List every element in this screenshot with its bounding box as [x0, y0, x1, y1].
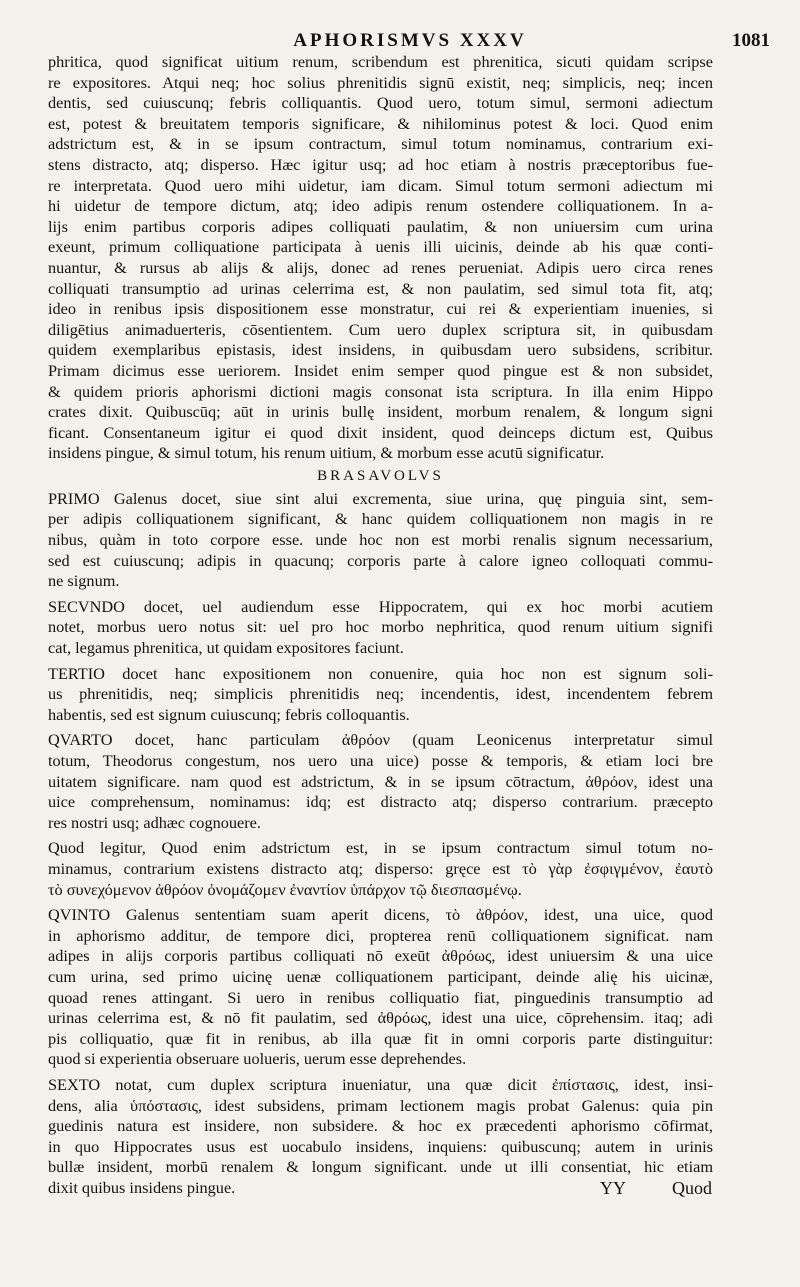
galen-commentary	[48, 52, 713, 464]
annotation-paragraph	[48, 838, 713, 900]
text-line: adstrictum est, & in se ipsum contractum, simul totum nominamus, contrarium exi-	[48, 134, 713, 154]
annotation-paragraph	[48, 489, 713, 592]
text-line: PRIMO Galenus docet, siue sint alui excrementa, siue urina, quę pinguia sint, sem-	[48, 488, 713, 508]
text-line: insidens pingue, & simul totum, his renum uitium, & morbum esse acutū significatur.	[48, 443, 605, 463]
text-line: cat, legamus phrenitica, ut quidam expositores faciunt.	[48, 638, 404, 658]
text-line: adipes in alijs corporis partibus colliquati nō exeūt ἀθρόως, idest uniuersim & una uice	[48, 946, 713, 966]
text-line: totum, Theodorus congestum, nos uero una uice) posse & temporis, & etiam loci bre	[48, 751, 713, 770]
text-line: ficant. Consentaneum igitur ei quod dixit insident, quod deinceps dictum est, Quibus	[48, 422, 713, 442]
text-line: hi uidetur de tempore dictum, atq; ideo adipis renum ostendere colliquationem. In a-	[48, 196, 713, 216]
text-line: guedinis natura est insidere, non subsidere. & hoc ex præcedenti aphorismo cōfirmat,	[48, 1116, 713, 1136]
text-line: QVINTO Galenus sententiam suam aperit dicens, τὸ ἀθρόον, idest, una uice, quod	[48, 905, 713, 925]
text-line: quod si experientia obseruare uolueris, uerum esse deprehendes.	[48, 1049, 467, 1069]
text-line: ideo in renibus ipsis dispositionem esse monstratur, cui rei & experientiam inuenies, si	[48, 299, 713, 319]
text-line: SECVNDO docet, uel audiendum esse Hippocratem, qui ex hoc morbi acutiem	[48, 596, 713, 616]
text-line: per adipis colliquationem significant, & hanc quidem colliquationem non magis in re	[48, 509, 713, 529]
text-line: bullæ insident, morbū renalem & longum significant. unde ut illi consentiat, hic etiam	[48, 1157, 713, 1177]
text-line: diligētius animaduerteris, cōsentientem. Cum uero duplex scriptura sit, in quibusdam	[48, 319, 713, 339]
text-line: uitatem significare. nam quod est adstrictum, & in se ipsum cōtractum, ἀθρόον, idest una	[48, 771, 713, 791]
text-line: quidem exemplaribus epistasis, idest insidens, in quibusdam uero subsidens, scribitur.	[48, 340, 713, 360]
text-line: dens, alia ὑπόστασις, idest subsidens, primam lectionem magis probat Galenus: quia pin	[48, 1095, 713, 1115]
text-line: phritica, quod significat uitium renum, scribendum est phrenitica, sicuti quidam scripse	[48, 52, 713, 71]
text-line: notet, morbus uero notus sit: uel pro hoc morbo nephritica, quod renum uitium signifi	[48, 617, 713, 637]
brasavolus-annotations	[48, 489, 713, 1199]
section-heading: BRASAVOLVS	[317, 467, 444, 484]
text-line: sed est cuiuscunq; adipis in quacunq; corporis parte à calore igneo colloquati commu-	[48, 550, 713, 570]
text-line: ne signum.	[48, 571, 120, 591]
text-line: τὸ συνεχόμενον ἀθρόον ὀνομάζομεν ἐναντίον ὑπάρχον τῷ διεσπασμένῳ.	[48, 879, 522, 899]
text-line: SEXTO notat, cum duplex scriptura inueniatur, una quæ dicit ἐπίστασις, idest, insi-	[48, 1074, 713, 1094]
text-line: Primam dicimus esse ueriorem. Insidet enim semper quod pingue est & non subsidet,	[48, 360, 713, 380]
text-line: us phrenitidis, neq; simplicis phrenitidis neq; incendentis, idest, incendentem febrem	[48, 684, 713, 704]
text-line: in quo Hippocrates usus est uocabulo insidens, inquiens: quibuscunq; autem in urinis	[48, 1136, 713, 1156]
text-line: quoad renes attingant. Si uero in renibus colliquatio fiat, pinguedinis transumptio ad	[48, 987, 713, 1007]
text-line: nibus, quàm in toto corpore esse. unde hoc non est morbi renalis signum necessarium,	[48, 530, 713, 550]
text-line: in aphorismo additur, de tempore dici, propterea renū colliquationem significat. nam	[48, 925, 713, 945]
text-line: nuantur, & rursus ab alijs & alijs, donec ad renes perueniat. Adipis uero circa renes	[48, 257, 713, 277]
text-line: urinas celerrima est, & nō fit paulatim, sed ἀθρόως, idest una uice, cōprehensim. itaq; adi	[48, 1008, 713, 1028]
page-header	[50, 28, 770, 54]
text-line: Quod legitur, Quod enim adstrictum est, in se ipsum contractum simul totum no-	[48, 838, 713, 858]
text-line: cum urina, sed primo uicinę uenæ colliquationem participant, deinde alię his uicinæ,	[48, 966, 713, 986]
text-line: dixit quibus insidens pingue.	[48, 1177, 236, 1197]
text-line: pis colliquatio, quæ fit in renibus, ab illa quæ fit in omni corporis parte distinguitur:	[48, 1028, 713, 1048]
text-line: stens distracto, atq; disperso. Hæc igitur usq; ad hoc etiam à nostris præceptoribus fue-	[48, 154, 713, 174]
annotation-paragraph	[48, 597, 713, 659]
text-line: & quidem prioris aphorismi dictioni magis consonat ista scriptura. In illa enim Hippo	[48, 381, 713, 401]
text-body	[48, 52, 713, 1198]
text-line: QVARTO docet, hanc particulam ἀθρόον (quam Leonicenus interpretatur simul	[48, 730, 713, 750]
text-line: colliquati transumptio ad urinas celerrima est, & non paulatim, sed simul tota fit, atq;	[48, 278, 713, 298]
text-line: habentis, sed est signum cuiuscunq; febris colloquantis.	[48, 704, 410, 724]
text-line: re expositores. Atqui neq; hoc solius phrenitidis signū existit, neq; simplicis, neq; incen	[48, 72, 713, 92]
text-line: crates dixit. Quibuscūq; aūt in urinis bullę insident, morbum renalem, & longum signi	[48, 402, 713, 422]
text-line: dentis, sed cuiuscunq; febris colliquantis. Quod uero, totum simul, sermoni adiectum	[48, 93, 713, 113]
text-line: minamus, contrarium existens distracto atq; disperso: gręce est τὸ γὰρ ἐσφιγμένον, ἐαυτὸ	[48, 858, 713, 878]
catchword: Quod	[672, 1178, 712, 1198]
annotation-paragraph	[48, 730, 713, 833]
text-line: res nostri usq; adhæc cognouere.	[48, 812, 261, 832]
text-line: exeunt, primum colliquatione participata à uenis illi uicinis, deinde ab his quæ conti-	[48, 237, 713, 257]
text-line: est, potest & breuitatem temporis significare, & nihilominus potest & loci. Quod enim	[48, 113, 713, 133]
page-number: 1081	[732, 30, 770, 51]
text-line: lijs enim partibus corporis adipes colliquati paulatim, & non uniuersim cum urina	[48, 216, 713, 236]
text-line: uice comprehensum, nominamus: idq; est distracto atq; disperso contrarium. præcepto	[48, 792, 713, 812]
text-line: TERTIO docet hanc expositionem non conuenire, quia hoc non est signum soli-	[48, 663, 713, 683]
annotation-paragraph	[48, 664, 713, 726]
running-head: APHORISMVS XXXV	[293, 30, 527, 51]
signature-mark: YY	[600, 1178, 626, 1198]
annotation-paragraph	[48, 905, 713, 1070]
text-line: re interpretata. Quod uero mihi uidetur, iam dicam. Simul totum sermoni adiectum mi	[48, 175, 713, 195]
